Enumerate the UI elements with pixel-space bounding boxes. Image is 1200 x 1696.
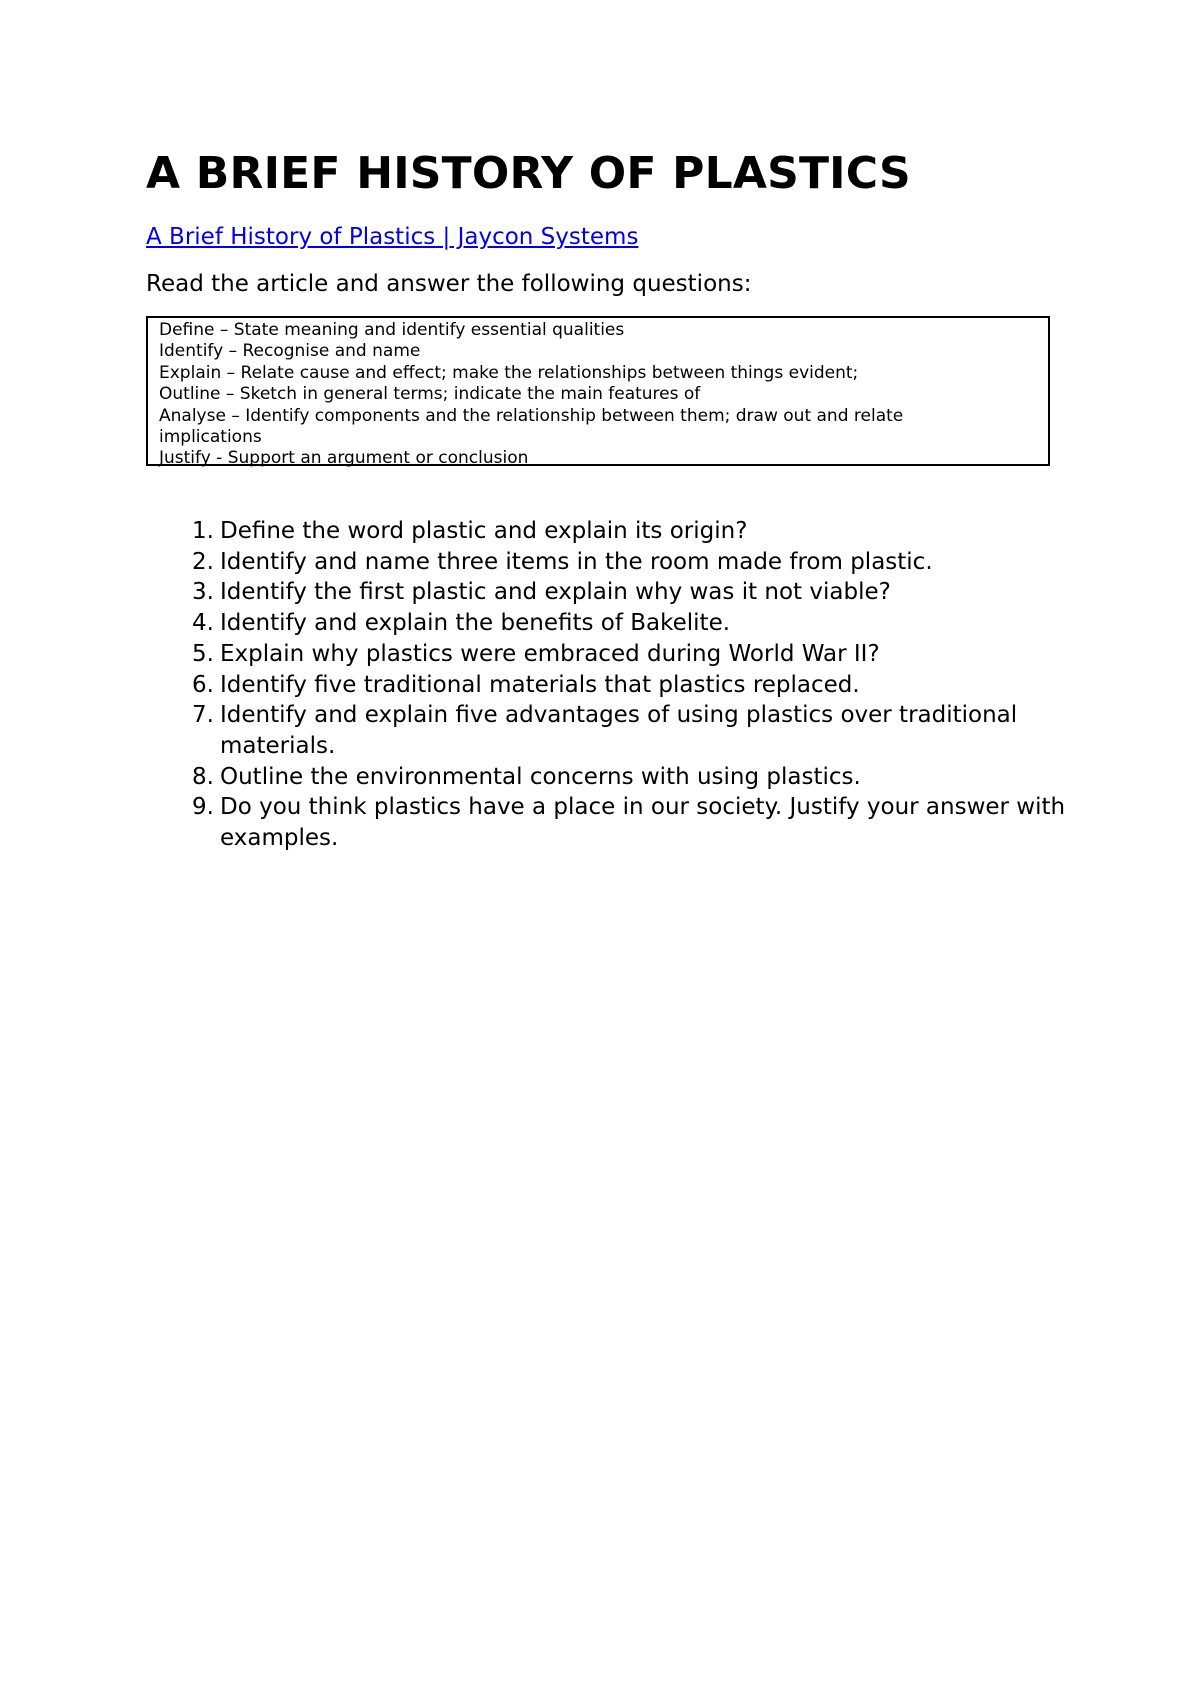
question-text: Define the word plastic and explain its origin?	[220, 518, 748, 544]
question-list	[146, 516, 1066, 854]
question-item-4	[146, 608, 1066, 639]
question-text: Do you think plastics have a place in our society. Justify your answer with examples.	[220, 794, 1066, 852]
question-text: Identify and explain five advantages of using plastics over traditional materials.	[220, 702, 1018, 759]
question-text: Outline the environmental concerns with using plastics.	[220, 763, 861, 790]
question-number: 1.	[192, 518, 214, 544]
question-text: Identify the first plastic and explain why was it not viable?	[220, 579, 891, 606]
question-number: 7.	[192, 702, 214, 729]
glossary-line-analyse: Analyse – Identify components and the relationship between them; draw out and relate	[159, 405, 904, 426]
question-text: Identify and name three items in the room made from plastic.	[220, 548, 933, 575]
glossary-line-identify: Identify – Recognise and name	[159, 341, 421, 362]
command-terms-box	[146, 316, 1050, 469]
question-item-7	[146, 700, 1066, 761]
glossary-line-explain: Explain – Relate cause and effect; make the relationships between things evident;	[159, 362, 859, 383]
question-number: 9.	[192, 794, 214, 821]
question-number: 4.	[192, 610, 214, 637]
question-text: Identify five traditional materials that plastics replaced.	[220, 671, 860, 698]
glossary-line-justify: Justify - Support an argument or conclusion	[159, 448, 529, 469]
question-number: 5.	[192, 640, 214, 667]
question-item-8	[146, 762, 1066, 793]
question-item-6	[146, 670, 1066, 701]
glossary-line-analyse-continued: implications	[159, 427, 262, 448]
article-link[interactable]: A Brief History of Plastics | Jaycon Systems	[146, 224, 639, 250]
instruction-text: Read the article and answer the following questions:	[146, 271, 752, 297]
question-item-9	[146, 792, 1066, 853]
question-item-2	[146, 547, 1066, 578]
question-number: 6.	[192, 671, 214, 698]
question-item-5	[146, 639, 1066, 670]
question-number: 3.	[192, 579, 214, 606]
question-number: 2.	[192, 548, 214, 575]
glossary-line-outline: Outline – Sketch in general terms; indicate the main features of	[159, 384, 701, 405]
question-item-3	[146, 577, 1066, 608]
question-item-1	[146, 516, 1066, 547]
question-text: Explain why plastics were embraced during World War II?	[220, 640, 880, 667]
question-text: Identify and explain the benefits of Bakelite.	[220, 610, 731, 637]
glossary-line-define: Define – State meaning and identify essential qualities	[159, 320, 625, 340]
question-number: 8.	[192, 763, 214, 790]
document-title: A BRIEF HISTORY OF PLASTICS	[146, 148, 911, 199]
